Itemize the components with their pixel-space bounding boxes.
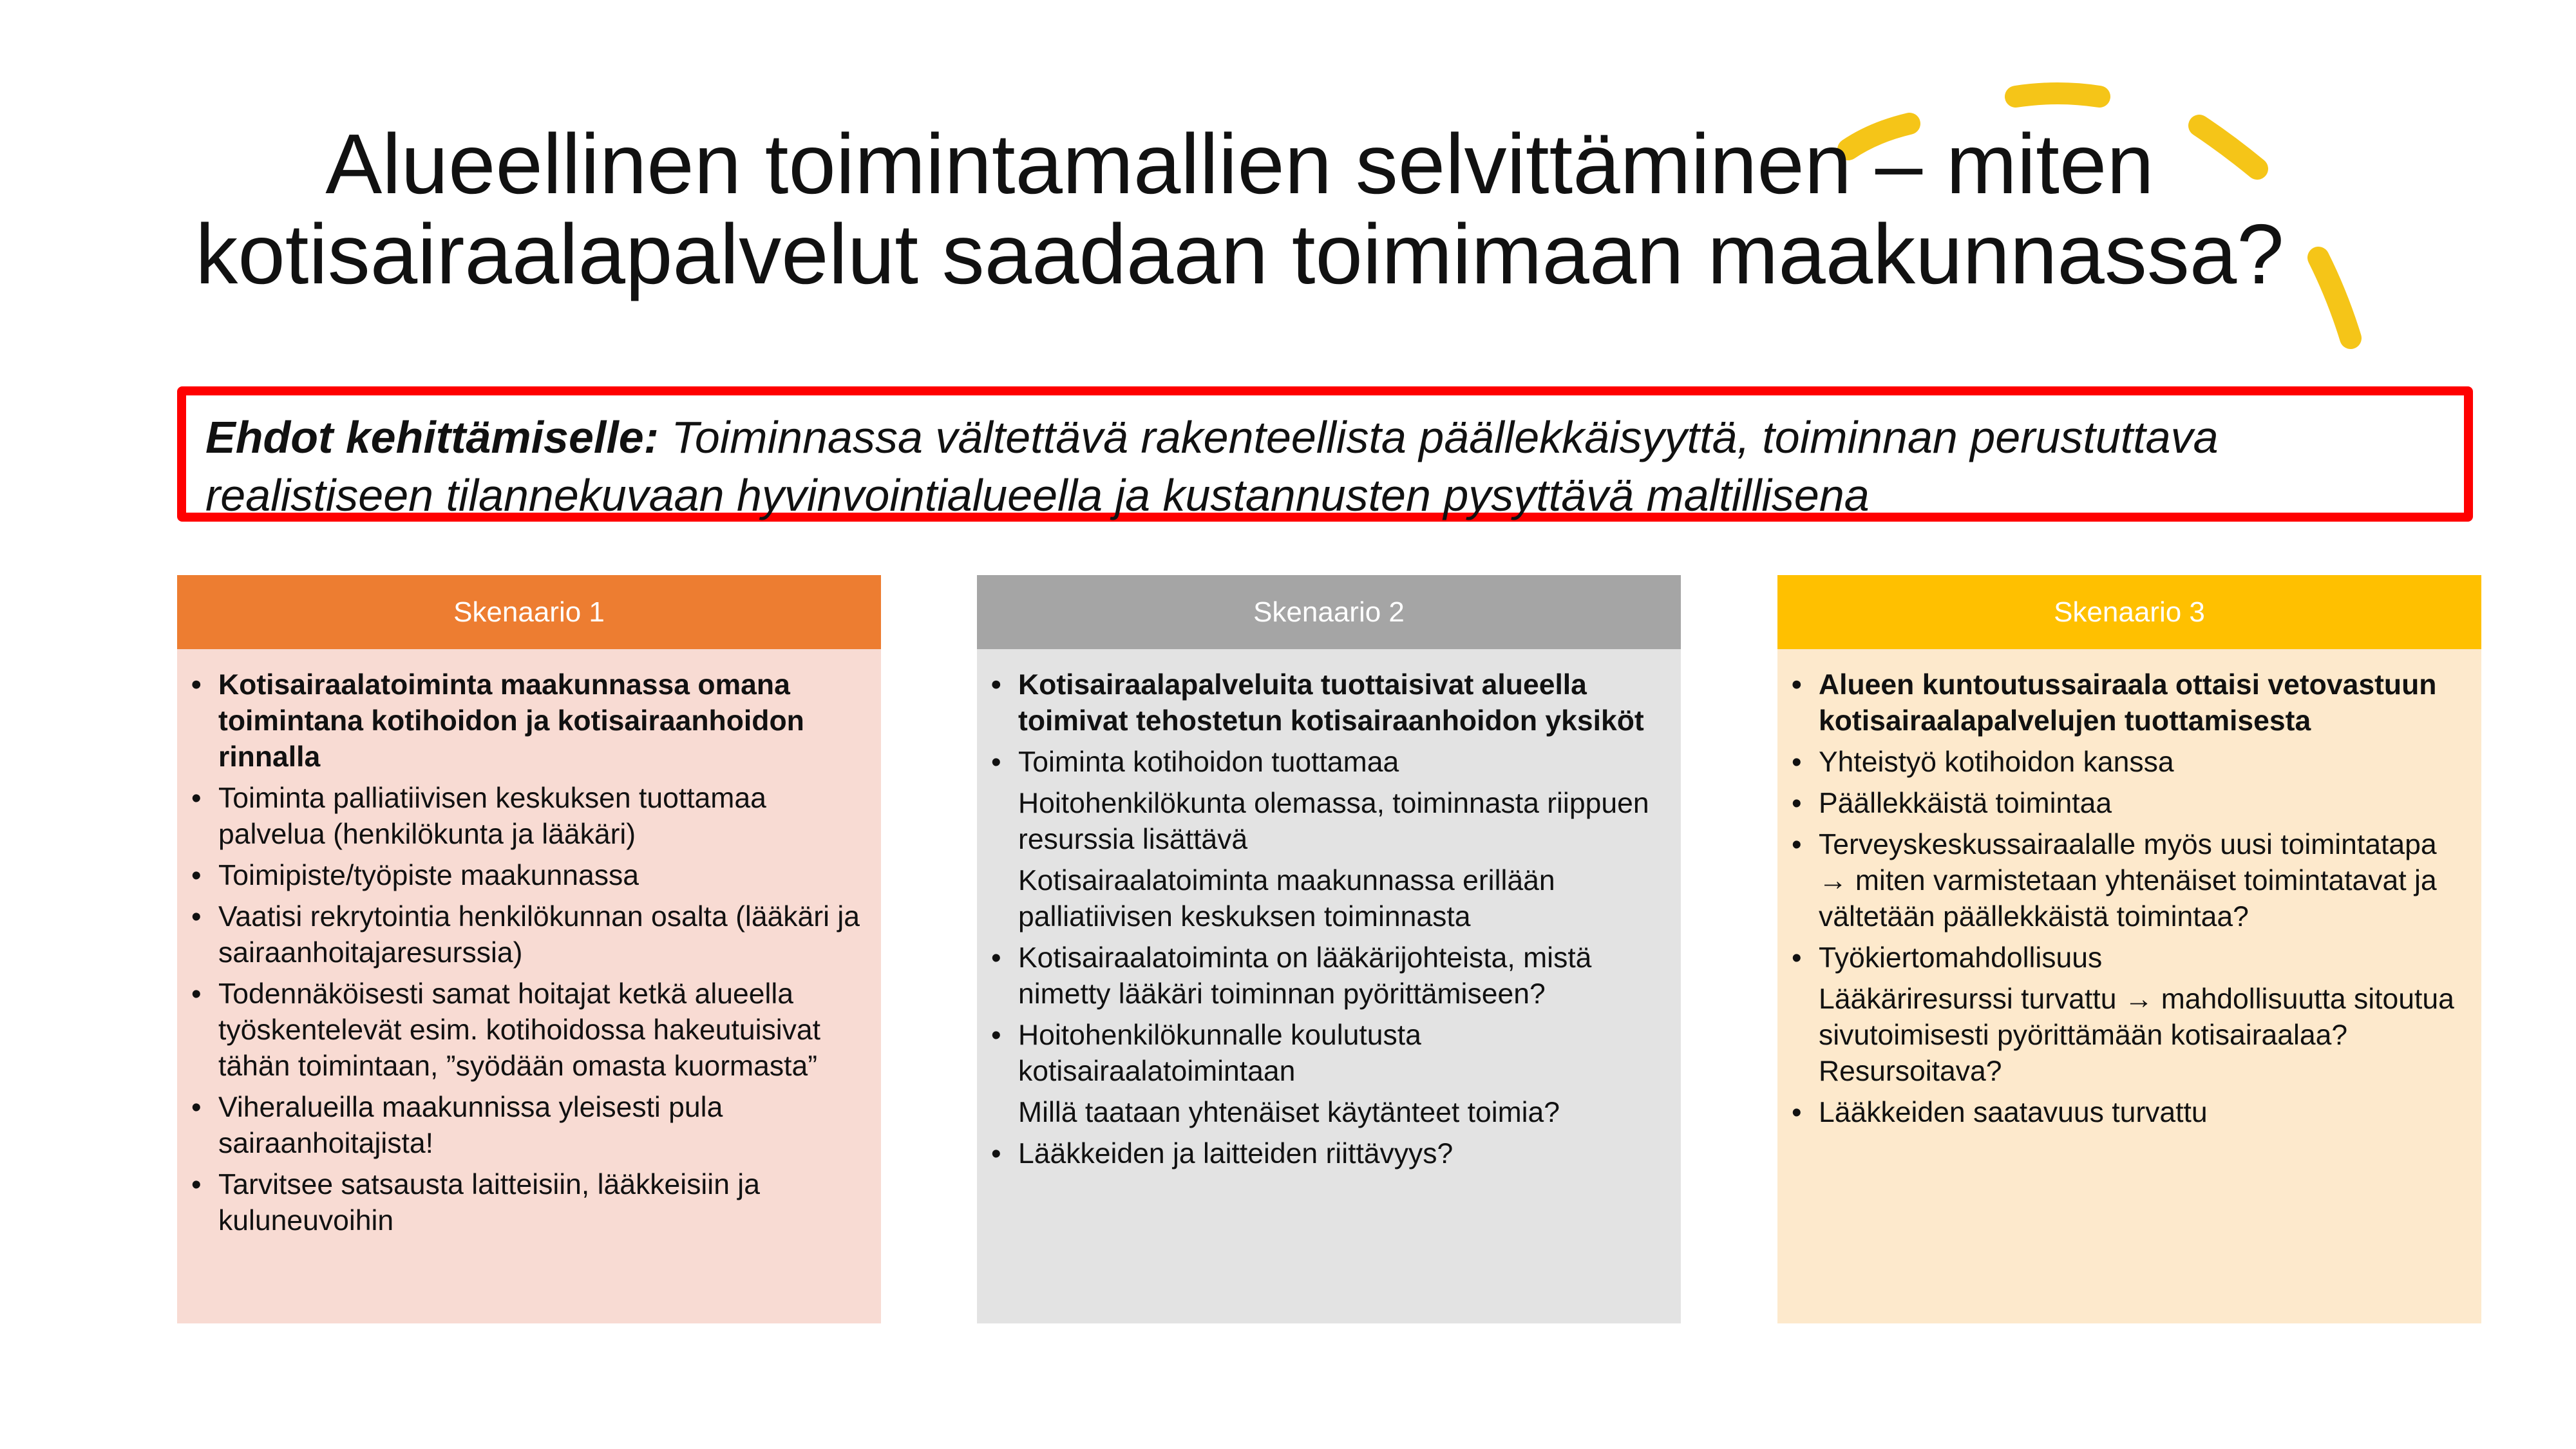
list-item-text: Terveyskeskussairaalalle myös uusi toimintatapa → miten varmistetaan yhtenäiset toimintatavat ja vältetään päällekkäistä toimintaa?	[1819, 829, 2437, 933]
list-item	[1792, 786, 2467, 822]
list-item	[991, 786, 1667, 858]
list-item-text: Toiminta palliatiivisen keskuksen tuottamaa palvelua (henkilökunta ja lääkäri)	[218, 782, 766, 850]
list-item-text: Lääkkeiden saatavuus turvattu	[1819, 1097, 2208, 1128]
scenario-header: Skenaario 3	[1777, 575, 2481, 649]
bullet-icon: •	[991, 746, 1001, 778]
list-item	[991, 1136, 1667, 1172]
scenario-panel-1	[177, 575, 881, 1323]
scenario-header: Skenaario 1	[177, 575, 881, 649]
scenario-item-list	[191, 667, 867, 1239]
bullet-icon: •	[191, 978, 202, 1010]
list-item	[991, 744, 1667, 781]
list-item-text: Toimipiste/työpiste maakunnassa	[218, 860, 639, 891]
list-item	[191, 1167, 867, 1239]
list-item	[991, 940, 1667, 1012]
list-item	[991, 1095, 1667, 1131]
bullet-icon: •	[191, 782, 202, 814]
page-title-line-1: Alueellinen toimintamallien selvittäminen – miten	[325, 117, 2154, 211]
list-item	[991, 667, 1667, 739]
scenario-panel-3	[1777, 575, 2481, 1323]
list-item	[191, 976, 867, 1084]
bullet-icon: •	[191, 669, 202, 701]
conditions-text: Toiminnassa vältettävä rakenteellista päällekkäisyyttä, toiminnan perustuttava realistiseen tilannekuvaan hyvinvointialueella ja kustannusten pysyttävä maltillisena	[205, 412, 2219, 520]
bullet-icon: •	[1792, 788, 1802, 819]
list-item	[991, 863, 1667, 935]
bullet-icon: •	[991, 1138, 1001, 1170]
bullet-icon: •	[991, 1019, 1001, 1051]
list-item	[1792, 744, 2467, 781]
conditions-label: Ehdot kehittämiselle:	[205, 412, 659, 462]
list-item	[191, 1090, 867, 1162]
list-item-text: Alueen kuntoutussairaala ottaisi vetovastuun kotisairaalapalvelujen tuottamisesta	[1819, 669, 2437, 737]
list-item	[1792, 667, 2467, 739]
list-item	[1792, 981, 2467, 1090]
list-item-text: Kotisairaalatoiminta maakunnassa erillään palliatiivisen keskuksen toiminnasta	[1018, 865, 1555, 933]
list-item-text: Hoitohenkilökunnalle koulutusta kotisairaalatoimintaan	[1018, 1019, 1421, 1087]
list-item	[1792, 940, 2467, 976]
list-item	[1792, 827, 2467, 935]
list-item-text: Yhteistyö kotihoidon kanssa	[1819, 746, 2174, 778]
scenario-panel-2	[977, 575, 1681, 1323]
bullet-icon: •	[1792, 1097, 1802, 1128]
list-item-text: Lääkäriresurssi turvattu → mahdollisuutta sitoutua sivutoimisesti pyörittämään kotisairaalaa? Resursoitava?	[1819, 983, 2454, 1087]
bullet-icon: •	[1792, 829, 1802, 860]
list-item-text: Viheralueilla maakunnissa yleisesti pula sairaanhoitajista!	[218, 1092, 723, 1159]
bullet-icon: •	[991, 669, 1001, 701]
bullet-icon: •	[1792, 942, 1802, 974]
list-item	[191, 858, 867, 894]
list-item-text: Kotisairaalapalveluita tuottaisivat alueella toimivat tehostetun kotisairaanhoidon yksiköt	[1018, 669, 1644, 737]
list-item-text: Toiminta kotihoidon tuottamaa	[1018, 746, 1399, 778]
list-item	[991, 1018, 1667, 1090]
page-title-line-2: kotisairaalapalvelut saadaan toimimaan maakunnassa?	[195, 207, 2284, 301]
list-item-text: Millä taataan yhtenäiset käytänteet toimia?	[1018, 1097, 1560, 1128]
list-item-text: Kotisairaalatoiminta on lääkärijohteista, mistä nimetty lääkäri toiminnan pyörittämiseen?	[1018, 942, 1592, 1010]
scenario-body	[177, 649, 881, 1323]
bullet-icon: •	[191, 901, 202, 933]
list-item	[191, 667, 867, 775]
scenario-item-list	[991, 667, 1667, 1172]
scenario-body	[1777, 649, 2481, 1323]
list-item-text: Hoitohenkilökunta olemassa, toiminnasta riippuen resurssia lisättävä	[1018, 788, 1649, 855]
list-item-text: Tarvitsee satsausta laitteisiin, lääkkeisiin ja kuluneuvoihin	[218, 1169, 760, 1236]
bullet-icon: •	[191, 1169, 202, 1200]
bullet-icon: •	[191, 1092, 202, 1123]
list-item-text: Todennäköisesti samat hoitajat ketkä alueella työskentelevät esim. kotihoidossa hakeutuisivat tähän toimintaan, ”syödään omasta kuormasta”	[218, 978, 820, 1082]
list-item	[1792, 1095, 2467, 1131]
list-item-text: Vaatisi rekrytointia henkilökunnan osalta (lääkäri ja sairaanhoitajaresurssia)	[218, 901, 860, 969]
bullet-icon: •	[1792, 669, 1802, 701]
list-item-text: Työkiertomahdollisuus	[1819, 942, 2103, 974]
page-title	[161, 119, 2318, 299]
list-item-text: Kotisairaalatoiminta maakunnassa omana toimintana kotihoidon ja kotisairaanhoidon rinnalla	[218, 669, 804, 773]
development-conditions-box	[177, 386, 2473, 522]
list-item	[191, 781, 867, 853]
list-item-text: Lääkkeiden ja laitteiden riittävyys?	[1018, 1138, 1454, 1170]
bullet-icon: •	[191, 860, 202, 891]
list-item	[191, 899, 867, 971]
scenario-item-list	[1792, 667, 2467, 1131]
bullet-icon: •	[1792, 746, 1802, 778]
bullet-icon: •	[991, 942, 1001, 974]
scenario-body	[977, 649, 1681, 1323]
scenario-header: Skenaario 2	[977, 575, 1681, 649]
list-item-text: Päällekkäistä toimintaa	[1819, 788, 2112, 819]
